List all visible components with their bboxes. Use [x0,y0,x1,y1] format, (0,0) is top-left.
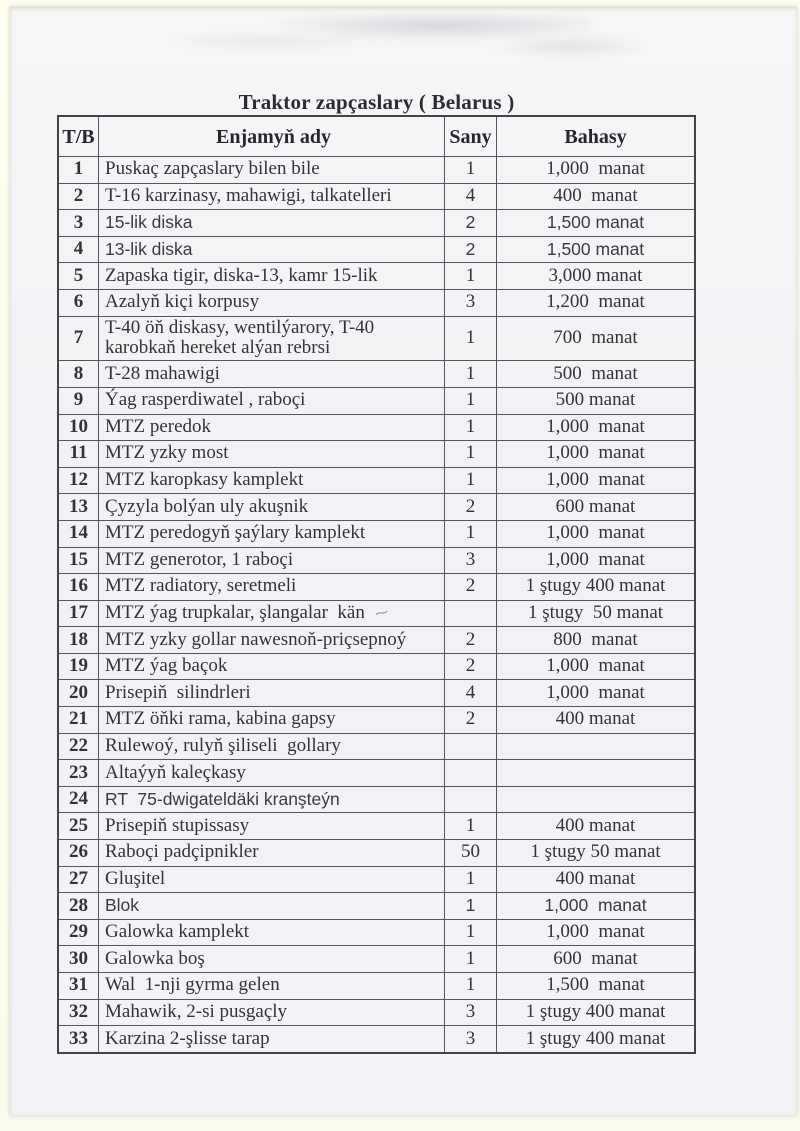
item-price [497,787,694,813]
item-name: T-28 mahawigi [99,361,445,387]
item-quantity: 1 [445,263,497,289]
item-price: 1 ştugy 50 manat [527,602,664,624]
item-price: 700 manat [553,327,638,348]
item-price: 1,000 manat [546,158,645,180]
item-quantity: 2 [445,654,497,680]
item-name: MTZ yzky gollar nawesnoň-priçsepnoý [99,627,445,653]
item-price: 3,000 manat [548,264,643,286]
item-name: Zapaska tigir, diska-13, kamr 15-lik [99,263,445,289]
item-name: Galowka boş [99,946,445,972]
row-number: 28 [59,893,99,919]
table-row [59,360,694,387]
table-body [59,156,694,1052]
table-row [59,493,694,520]
item-name: MTZ peredogyň şaýlary kamplekt [99,521,445,547]
item-quantity: 3 [445,290,497,316]
table-row [59,653,694,680]
item-quantity: 1 [445,317,497,361]
row-number: 9 [59,388,99,414]
row-number: 23 [59,760,99,786]
row-number: 32 [59,1000,99,1026]
item-quantity [445,760,497,786]
row-number: 18 [59,627,99,653]
row-number: 12 [59,468,99,494]
item-quantity [445,734,497,760]
pencil-mark: ⁓ [373,604,390,622]
table-row [59,972,694,999]
item-quantity: 1 [445,867,497,893]
scan-smudge [490,35,650,57]
table-row [59,289,694,316]
item-name: MTZ generotor, 1 raboçi [99,548,445,574]
item-name: MTZ yzky most [99,441,445,467]
item-name: Azalyň kiçi korpusy [99,290,445,316]
item-name: Altaýyň kaleçkasy [99,760,445,786]
item-quantity: 2 [445,707,497,733]
item-name: MTZ ýag trupkalar, şlangalar kän ⁓ [99,601,445,627]
item-price: 1,500 manat [546,238,645,259]
item-price: 1,000 manat [546,442,645,464]
table-row [59,262,694,289]
row-number: 5 [59,263,99,289]
item-name: Mahawik, 2-si pusgaçly [99,1000,445,1026]
table-row [59,156,694,183]
item-price: 500 manat [553,362,638,384]
item-price: 500 manat [555,389,636,411]
row-number: 31 [59,973,99,999]
item-price: 1 ştugy 400 manat [525,1000,666,1022]
row-number: 26 [59,840,99,866]
item-name: MTZ karopkasy kamplekt [99,468,445,494]
table-row [59,1025,694,1052]
item-price: 1,000 manat [546,522,645,544]
table-row [59,316,694,361]
item-price: 1,200 manat [546,291,645,313]
row-number: 22 [59,734,99,760]
row-number: 33 [59,1026,99,1052]
table-row [59,892,694,919]
table-row [59,236,694,263]
item-price [497,734,694,760]
row-number: 7 [59,317,99,361]
item-name: T-40 öň diskasy, wentilýarory, T-40 karobkaň hereket alýan rebrsi [99,317,445,361]
item-name: Galowka kamplekt [99,920,445,946]
item-name: MTZ radiatory, seretmeli [99,574,445,600]
table-row [59,839,694,866]
item-price: 400 manat [555,867,636,889]
item-quantity: 1 [445,441,497,467]
row-number: 8 [59,361,99,387]
row-number: 20 [59,680,99,706]
table-row [59,812,694,839]
item-price: 1,000 manat [546,415,645,437]
header-cell-number: T/B [59,117,99,156]
item-quantity: 2 [445,210,497,236]
row-number: 2 [59,184,99,210]
row-number: 6 [59,290,99,316]
item-quantity: 4 [445,680,497,706]
item-quantity: 3 [445,548,497,574]
item-price: 800 manat [553,628,638,650]
item-price: 1,000 manat [546,921,645,943]
item-price: 1 ştugy 50 manat [530,841,661,863]
item-price: 400 manat [553,184,638,206]
item-quantity: 2 [445,574,497,600]
item-price: 400 manat [555,814,636,836]
table-row [59,600,694,627]
item-price: 1,000 manat [546,655,645,677]
table-row [59,573,694,600]
item-name: Karzina 2-şlisse tarap [99,1026,445,1052]
page-title: Traktor zapçaslary ( Belarus ) [238,90,515,114]
item-name: T-16 karzinasy, mahawigi, talkatelleri [99,184,445,210]
row-number: 17 [59,601,99,627]
item-price: 600 manat [553,947,638,969]
item-quantity [445,787,497,813]
item-price: 1,000 manat [544,895,647,916]
item-name: MTZ peredok [99,415,445,441]
item-name: Prisepiň stupissasy [99,813,445,839]
table-row [59,945,694,972]
row-number: 21 [59,707,99,733]
item-name: 15-lik diska [99,210,445,236]
header-cell-quantity: Sany [445,117,497,156]
table-row [59,733,694,760]
header-cell-price: Bahasy [564,125,627,148]
table-row [59,866,694,893]
row-number: 25 [59,813,99,839]
item-quantity: 2 [445,627,497,653]
row-number: 15 [59,548,99,574]
table-row [59,547,694,574]
item-name: Blok [99,893,445,919]
item-quantity: 1 [445,893,497,919]
table-row [59,414,694,441]
table-row [59,706,694,733]
item-price: 600 manat [555,495,636,517]
item-name: Ýag rasperdiwatel , raboçi [99,388,445,414]
row-number: 13 [59,494,99,520]
item-quantity: 1 [445,468,497,494]
item-price [497,760,694,786]
item-price: 1,500 manat [546,212,645,233]
item-price: 1,000 manat [546,681,645,703]
row-number: 3 [59,210,99,236]
row-number: 29 [59,920,99,946]
table-header-row [59,117,694,156]
item-name: MTZ öňki rama, kabina gapsy [99,707,445,733]
header-cell-name: Enjamyň ady [99,117,445,156]
item-quantity: 2 [445,237,497,263]
item-name: Çyzyla bolýan uly akuşnik [99,494,445,520]
scan-smudge [260,15,590,41]
item-quantity: 1 [445,920,497,946]
parts-table [57,115,696,1054]
row-number: 1 [59,157,99,183]
item-quantity: 1 [445,973,497,999]
table-row [59,786,694,813]
table-row [59,440,694,467]
table-row [59,467,694,494]
table-row [59,520,694,547]
item-name: Rulewoý, rulyň şiliseli gollary [99,734,445,760]
item-name: Raboçi padçipnikler [99,840,445,866]
item-quantity: 1 [445,415,497,441]
item-price: 1,000 manat [546,469,645,491]
item-name: Wal 1-nji gyrma gelen [99,973,445,999]
item-quantity [445,601,497,627]
item-name: MTZ ýag baçok [99,654,445,680]
row-number: 30 [59,946,99,972]
item-quantity: 3 [445,1000,497,1026]
item-name: RT 75-dwigateldäki kranşteýn [99,787,445,813]
item-name: Puskaç zapçaslary bilen bile [99,157,445,183]
item-price: 1,500 manat [546,974,645,996]
item-quantity: 1 [445,813,497,839]
item-name: Gluşitel [99,867,445,893]
item-quantity: 2 [445,494,497,520]
scan-smudge [160,32,380,50]
table-row [59,183,694,210]
item-name: 13-lik diska [99,237,445,263]
table-row [59,209,694,236]
row-number: 10 [59,415,99,441]
item-quantity: 1 [445,361,497,387]
row-number: 27 [59,867,99,893]
item-price: 400 manat [555,708,636,730]
item-price: 1,000 manat [546,548,645,570]
item-name: Prisepiň silindrleri [99,680,445,706]
row-number: 4 [59,237,99,263]
row-number: 11 [59,441,99,467]
table-row [59,919,694,946]
row-number: 19 [59,654,99,680]
row-number: 16 [59,574,99,600]
table-row [59,759,694,786]
table-row [59,387,694,414]
item-quantity: 1 [445,388,497,414]
item-quantity: 3 [445,1026,497,1052]
table-row [59,999,694,1026]
item-price: 1 ştugy 400 manat [525,1027,666,1049]
item-quantity: 1 [445,521,497,547]
row-number: 24 [59,787,99,813]
item-quantity: 1 [445,157,497,183]
table-row [59,626,694,653]
item-quantity: 4 [445,184,497,210]
item-price: 1 ştugy 400 manat [525,575,666,597]
row-number: 14 [59,521,99,547]
item-quantity: 50 [445,840,497,866]
table-row [59,679,694,706]
item-quantity: 1 [445,946,497,972]
